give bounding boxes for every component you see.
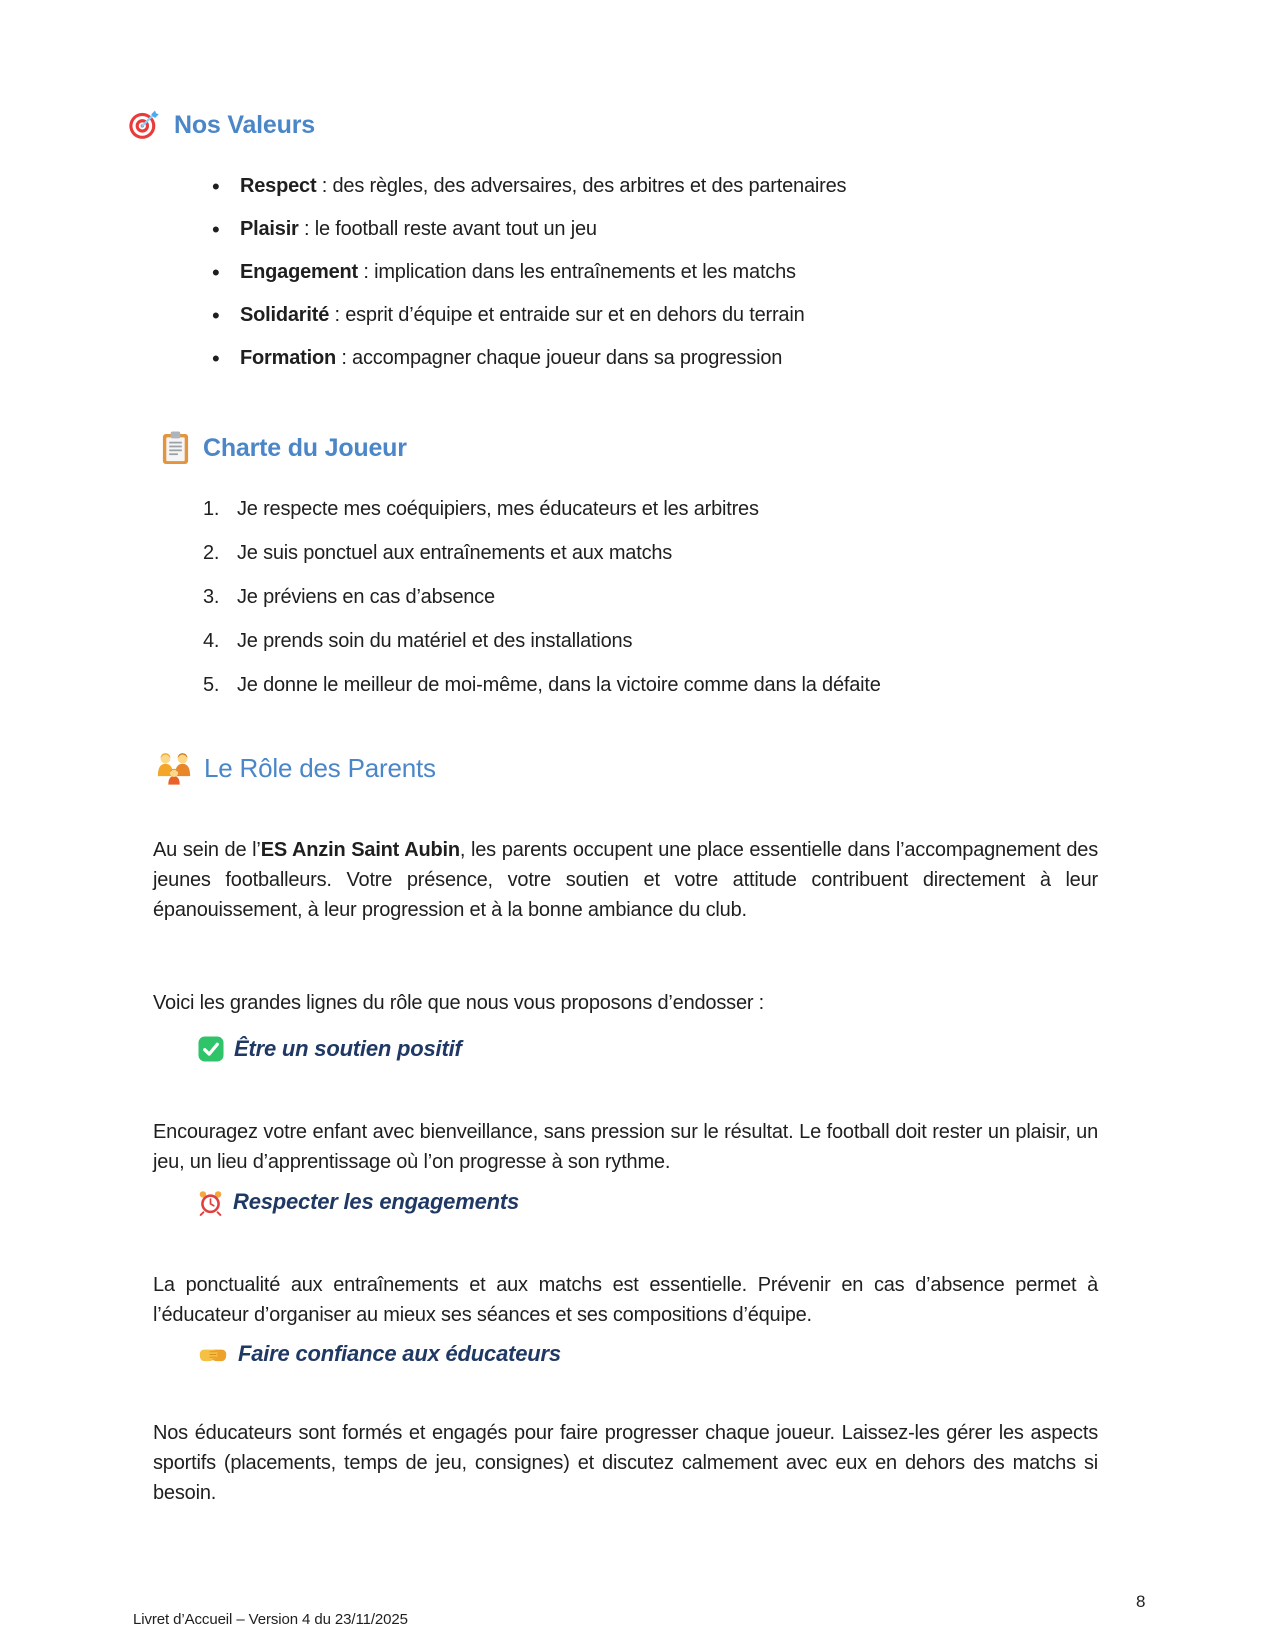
section-heading-charter — [160, 431, 407, 466]
value-desc: : le football reste avant tout un jeu — [298, 218, 597, 240]
subheading-title: Être un soutien positif — [234, 1036, 462, 1061]
value-term: Solidarité — [240, 304, 330, 326]
value-desc: : esprit d’équipe et entraide sur et en dehors du terrain — [329, 304, 805, 326]
section-heading-parents — [155, 751, 436, 786]
club-name: ES Anzin Saint Aubin — [260, 839, 460, 861]
alarm-clock-icon — [198, 1188, 223, 1216]
subheading-title: Respecter les engagements — [233, 1189, 520, 1214]
list-number: 4. — [203, 630, 220, 652]
charter-item — [203, 627, 1073, 656]
clipboard-icon — [160, 431, 191, 466]
section-title-charter: Charte du Joueur — [203, 434, 407, 462]
trust-paragraph: Nos éducateurs sont formés et engagés pour faire progresser chaque joueur. Laissez-les gérer les aspects sportifs (placements, temps de jeu, consignes) et discutez calmement avec eux en dehors des matchs si besoin. — [153, 1422, 1098, 1504]
page-number: 8 — [1136, 1592, 1146, 1611]
charter-text: Je préviens en cas d’absence — [237, 586, 495, 608]
list-number: 1. — [203, 498, 220, 520]
list-number: 5. — [203, 674, 220, 696]
subheading-support — [198, 1036, 462, 1062]
family-icon — [155, 751, 193, 786]
handshake-icon — [198, 1343, 228, 1366]
value-item — [212, 172, 1072, 201]
list-number: 3. — [203, 586, 220, 608]
subheading-title: Faire confiance aux éducateurs — [238, 1341, 561, 1366]
footer-version-text: Livret d’Accueil – Version 4 du 23/11/2025 — [133, 1611, 408, 1628]
target-icon — [128, 108, 162, 142]
charter-item — [203, 539, 1073, 568]
list-number: 2. — [203, 542, 220, 564]
value-item — [212, 301, 1072, 330]
charter-text: Je prends soin du matériel et des installations — [237, 630, 633, 652]
charter-list — [203, 495, 1073, 715]
parents-lead-line: Voici les grandes lignes du rôle que nous vous proposons d’endosser : — [153, 992, 765, 1014]
parents-intro-paragraph — [153, 835, 1098, 925]
intro-post: , les parents occupent une place essentielle dans l’accompagnement des jeunes footballeurs. Votre présence, votre soutien et votre attitude contribuent directement à leur épanouissement, à leur progression et à la bonne ambiance du club. — [153, 839, 1098, 921]
value-desc: : des règles, des adversaires, des arbitres et des partenaires — [316, 175, 847, 197]
charter-item — [203, 495, 1073, 524]
value-item — [212, 258, 1072, 287]
support-paragraph: Encouragez votre enfant avec bienveillance, sans pression sur le résultat. Le football doit rester un plaisir, un jeu, un lieu d’apprentissage où l’on progresse à son rythme. — [153, 1121, 1098, 1173]
charter-text: Je donne le meilleur de moi-même, dans la victoire comme dans la défaite — [237, 674, 881, 696]
subheading-commitments — [198, 1188, 519, 1216]
section-title-values: Nos Valeurs — [174, 110, 315, 139]
intro-pre: Au sein de l’ — [153, 839, 261, 861]
subheading-trust — [198, 1341, 561, 1367]
value-item — [212, 344, 1072, 373]
value-term: Formation — [240, 347, 336, 369]
charter-item — [203, 583, 1073, 612]
charter-item — [203, 671, 1073, 700]
value-term: Respect — [240, 175, 317, 197]
value-term: Engagement — [240, 261, 359, 283]
value-desc: : implication dans les entraînements et les matchs — [358, 261, 796, 283]
section-title-parents: Le Rôle des Parents — [204, 753, 436, 783]
value-item — [212, 215, 1072, 244]
section-heading-values — [128, 108, 315, 142]
check-icon — [198, 1036, 224, 1062]
commitments-paragraph: La ponctualité aux entraînements et aux matchs est essentielle. Prévenir en cas d’absence permet à l’éducateur d’organiser au mieux ses séances et ses compositions d’équipe. — [153, 1274, 1098, 1326]
value-term: Plaisir — [240, 218, 299, 240]
charter-text: Je suis ponctuel aux entraînements et aux matchs — [237, 542, 673, 564]
value-desc: : accompagner chaque joueur dans sa progression — [335, 347, 783, 369]
charter-text: Je respecte mes coéquipiers, mes éducateurs et les arbitres — [237, 498, 759, 520]
values-list — [212, 172, 1072, 387]
